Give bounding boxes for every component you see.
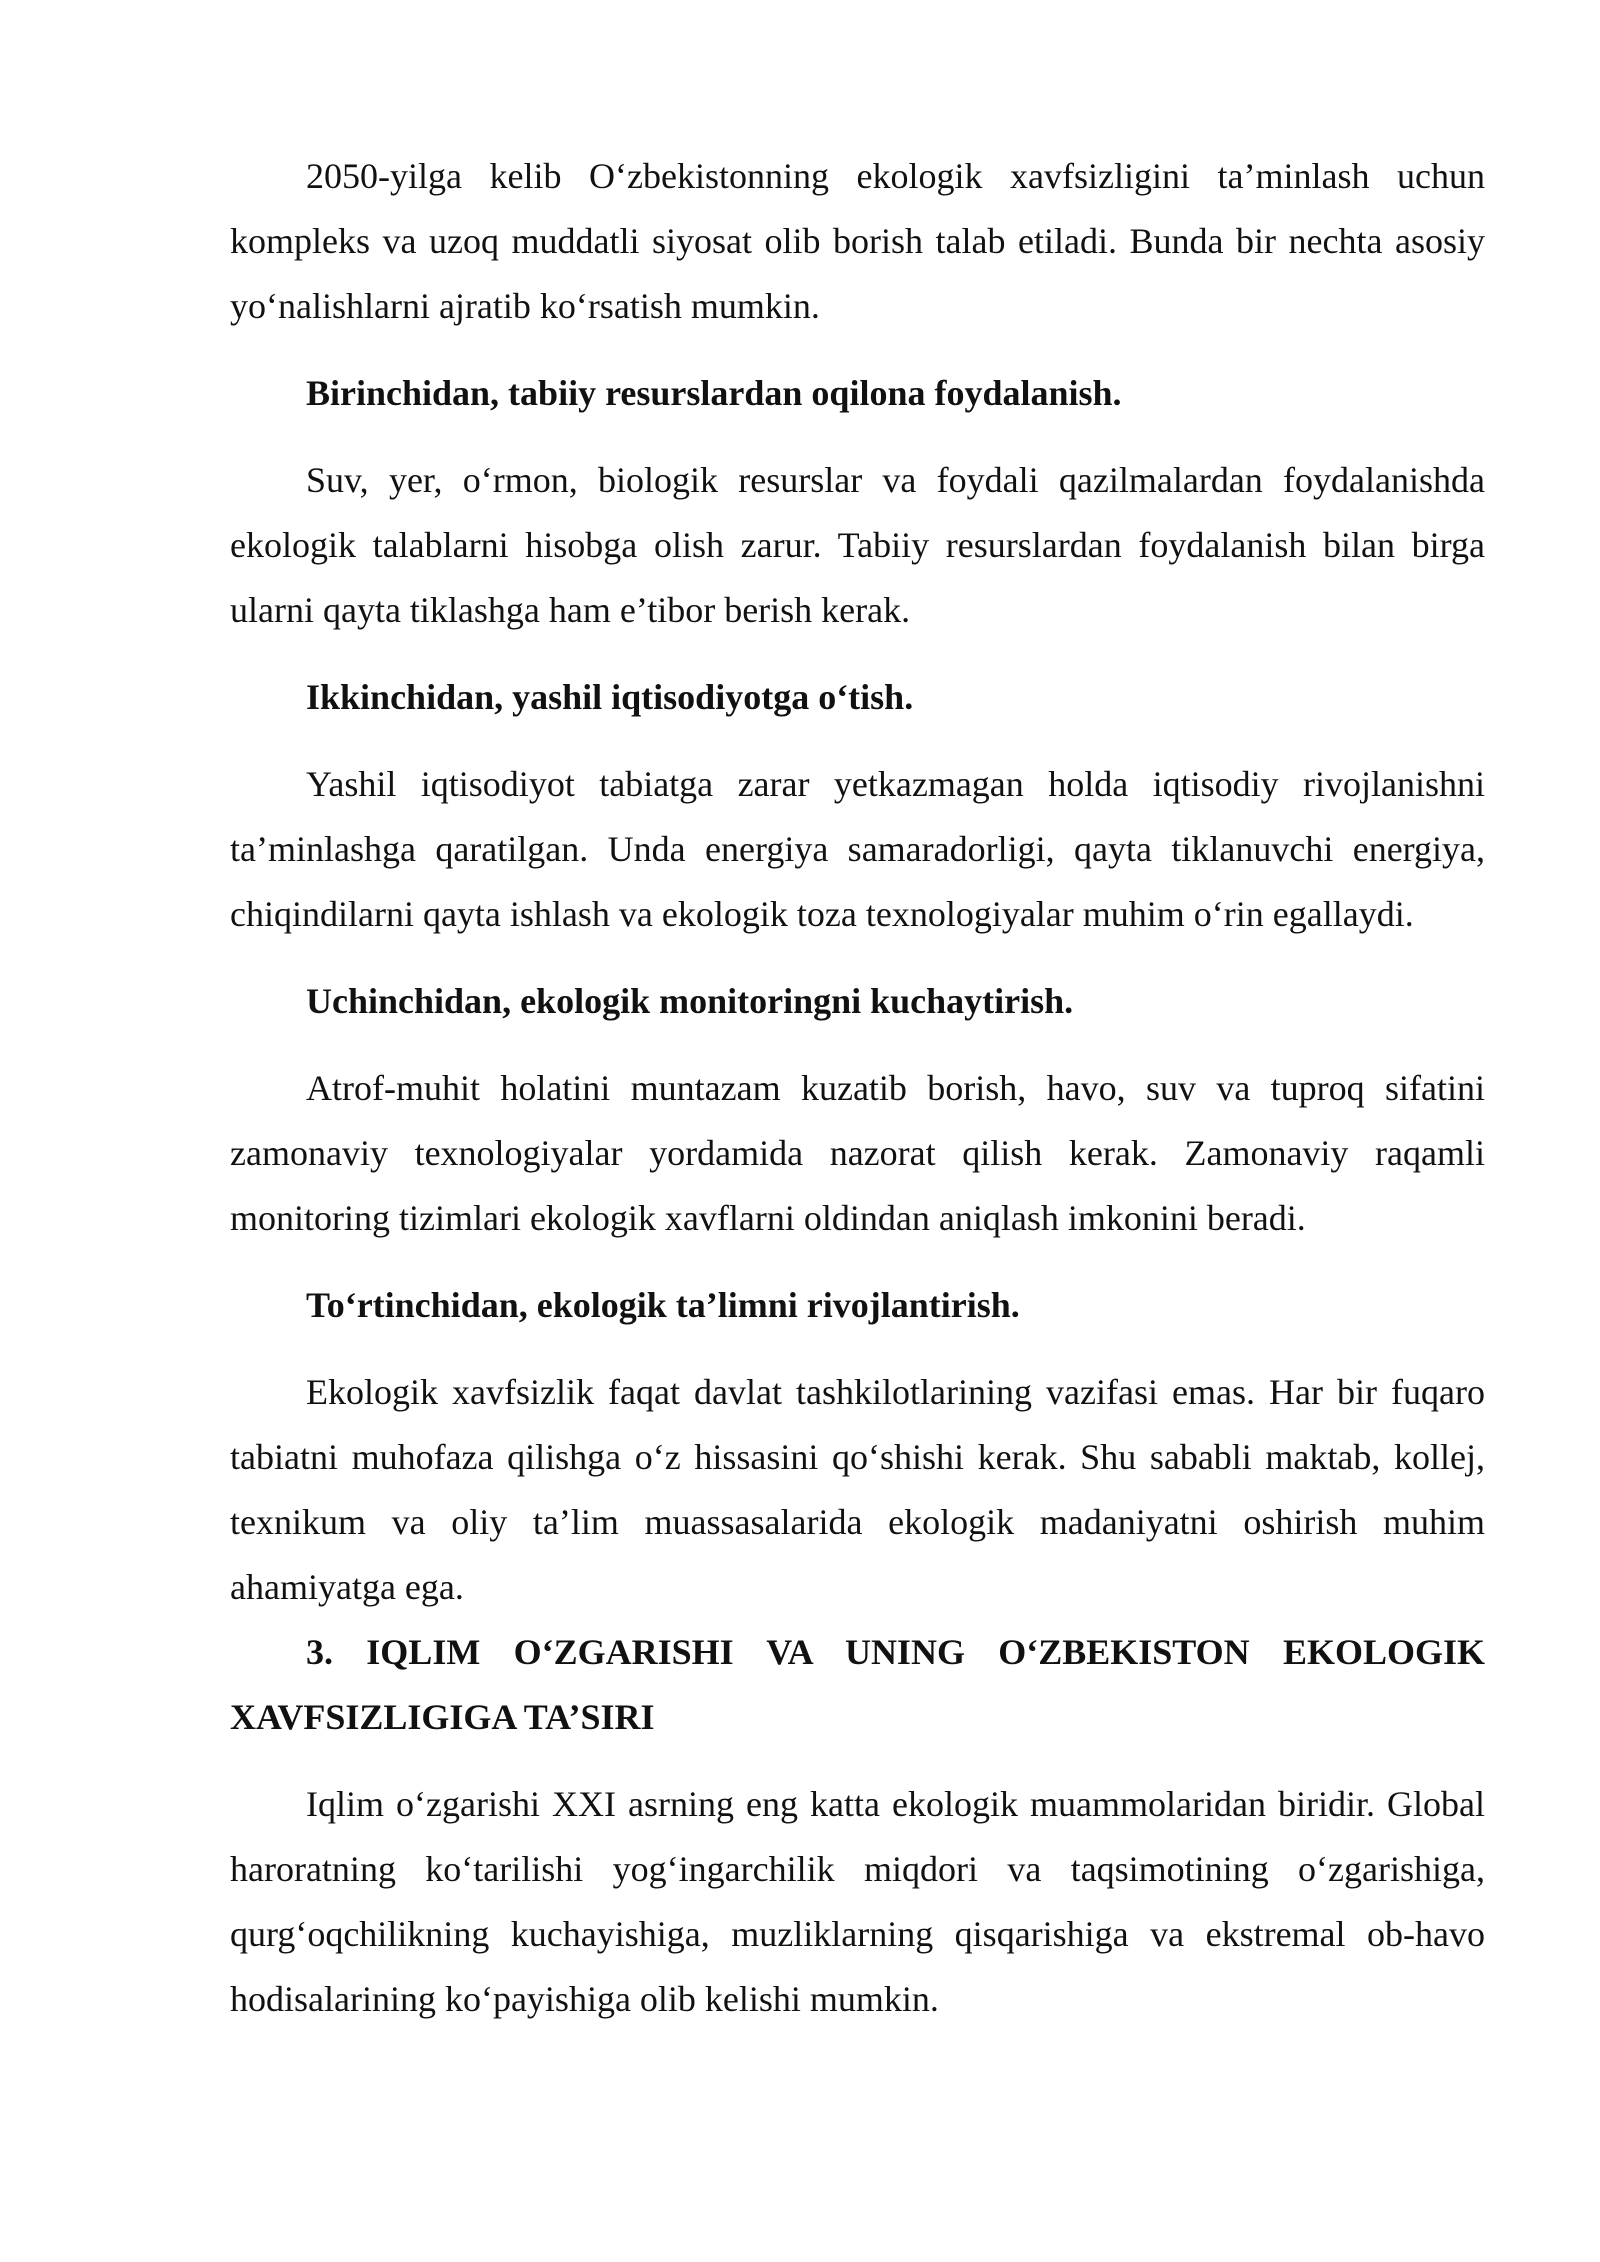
paragraph-monitoring: Atrof-muhit holatini muntazam kuzatib borish, havo, suv va tuproq sifatini zamonaviy texnologiyalar yordamida nazorat qilish kerak. Zamonaviy raqamli monitoring tizimlari ekologik xavflarni oldindan aniqlash imkonini beradi. <box>230 1068 1485 1238</box>
paragraph-education: Ekologik xavfsizlik faqat davlat tashkilotlarining vazifasi emas. Har bir fuqaro tabiatni muhofaza qilishga o‘z hissasini qo‘shishi kerak. Shu sababli maktab, kollej, texnikum va oliy ta’lim muassasalarida ekologik madaniyatni oshirish muhim ahamiyatga ega. <box>230 1372 1485 1607</box>
subheading-first: Birinchidan, tabiiy resurslardan oqilona foydalanish. <box>306 373 1122 413</box>
intro-paragraph: 2050-yilga kelib O‘zbekistonning ekologik xavfsizligini ta’minlash uchun kompleks va uzoq muddatli siyosat olib borish talab etiladi. Bunda bir nechta asosiy yo‘nalishlarni ajratib ko‘rsatish mumkin. <box>230 156 1485 326</box>
paragraph-climate-change: Iqlim o‘zgarishi XXI asrning eng katta ekologik muammolaridan biridir. Global haroratning ko‘tarilishi yog‘ingarchilik miqdori va taqsimotining o‘zgarishiga, qurg‘oqchilikning kuchayishiga, muzliklarning qisqarishiga va ekstremal ob-havo hodisalarining ko‘payishiga olib kelishi mumkin. <box>230 1784 1485 2019</box>
subheading-second: Ikkinchidan, yashil iqtisodiyotga o‘tish. <box>306 677 914 717</box>
paragraph-resources: Suv, yer, o‘rmon, biologik resurslar va foydali qazilmalardan foydalanishda ekologik talablarni hisobga olish zarur. Tabiiy resurslardan foydalanish bilan birga ularni qayta tiklashga ham e’tibor berish kerak. <box>230 460 1485 630</box>
paragraph-green-economy: Yashil iqtisodiyot tabiatga zarar yetkazmagan holda iqtisodiy rivojlanishni ta’minlashga qaratilgan. Unda energiya samaradorligi, qayta tiklanuvchi energiya, chiqindilarni qayta ishlash va ekologik toza texnologiyalar muhim o‘rin egallaydi. <box>230 764 1485 934</box>
subheading-third: Uchinchidan, ekologik monitoringni kuchaytirish. <box>306 981 1074 1021</box>
document-page <box>230 144 1485 2032</box>
section-heading: 3. IQLIM O‘ZGARISHI VA UNING O‘ZBEKISTON EKOLOGIK XAVFSIZLIGIGA TA’SIRI <box>230 1632 1485 1737</box>
subheading-fourth: To‘rtinchidan, ekologik ta’limni rivojlantirish. <box>306 1285 1020 1325</box>
